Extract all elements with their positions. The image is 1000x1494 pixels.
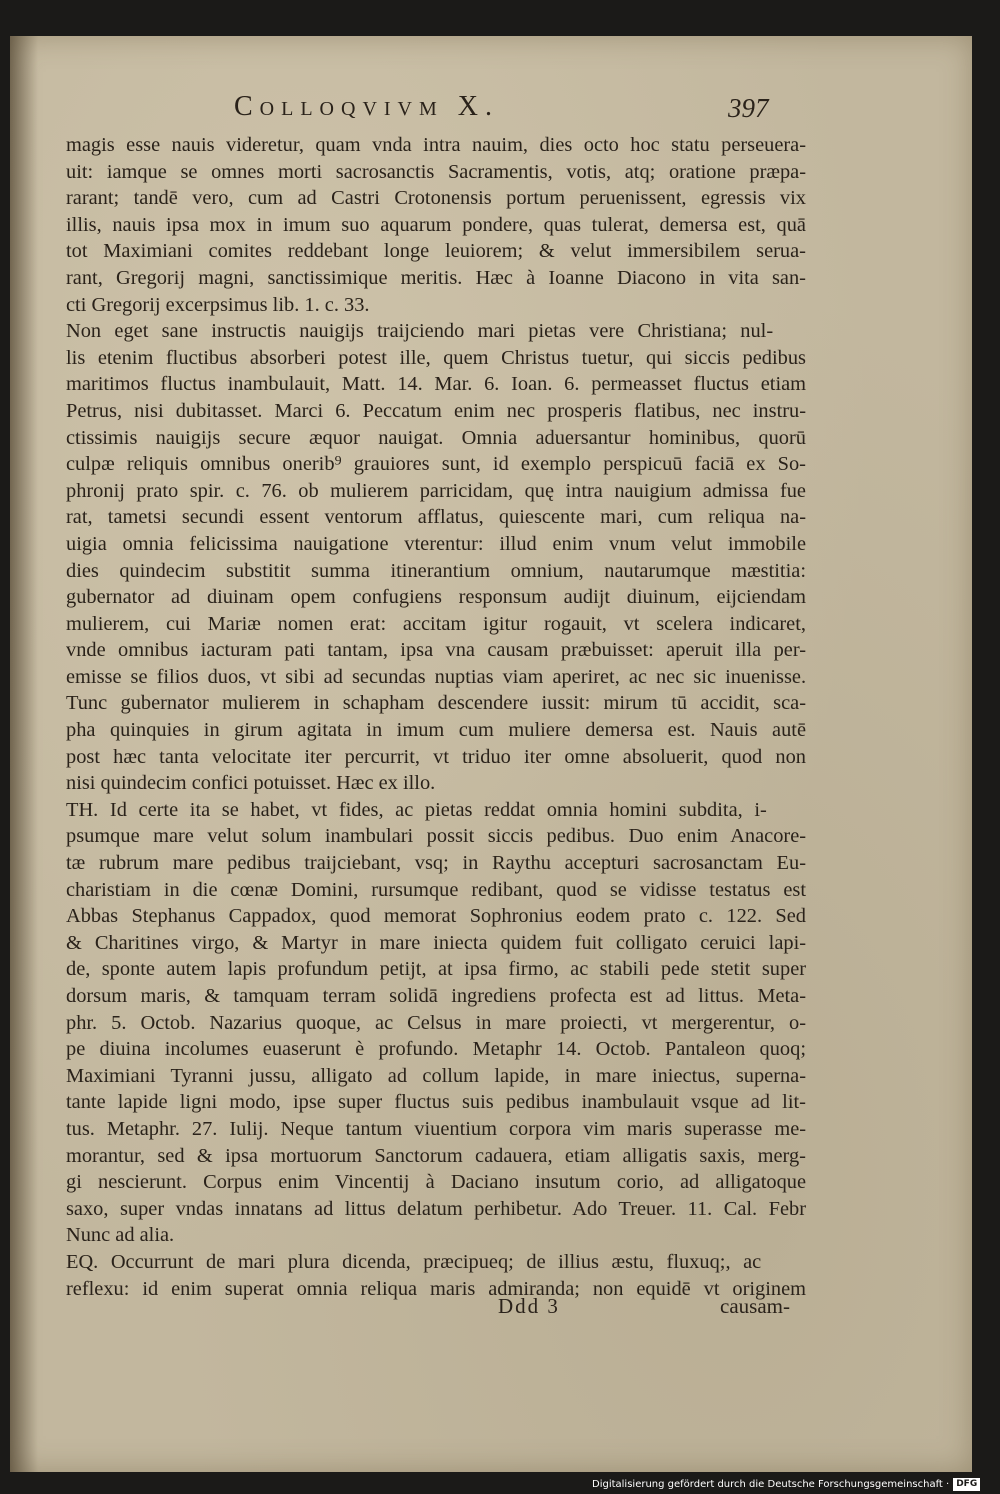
signature-mark: Ddd 3 <box>498 1294 560 1318</box>
text-line: mulierem, cui Mariæ nomen erat: accitam igitur rogauit, vt scelera indicaret, <box>66 612 806 635</box>
catchword: causam- <box>720 1294 790 1318</box>
text-line: dies quindecim substitit summa itinerantium omnium, nautarumque mæstitia: <box>66 559 806 582</box>
dfg-logo: DFG <box>953 1478 980 1491</box>
text-line: Abbas Stephanus Cappadox, quod memorat Sophronius eodem prato c. 122. Sed <box>66 905 806 928</box>
text-line: cti Gregorij excerpsimus lib. 1. c. 33. <box>66 293 370 316</box>
text-line: reflexu: id enim superat omnia reliqua maris admiranda; non equidē vt originem <box>66 1277 806 1300</box>
body-text <box>66 132 806 1300</box>
text-line: tante lapide ligni modo, ipse super fluctus suis pedibus inambulauit vsque ad lit- <box>66 1091 806 1114</box>
text-line: Maximiani Tyranni jussu, alligato ad collum lapide, in mare iniectus, superna- <box>66 1064 806 1087</box>
text-line: gubernator ad diuinam opem confugiens responsum audijt diuinum, eijciendam <box>66 586 806 609</box>
text-line: ctissimis nauigijs secure æquor nauigat. Omnia aduersantur hominibus, quorū <box>66 426 806 449</box>
text-line: psumque mare velut solum inambulari possit siccis pedibus. Duo enim Anacore- <box>66 825 806 848</box>
text-line: phronij prato spir. c. 76. ob mulierem parricidam, quę intra nauigium admissa fue <box>66 479 806 502</box>
digitization-credit <box>592 1476 980 1492</box>
text-line: Non eget sane instructis nauigijs traijciendo mari pietas vere Christiana; nul- <box>66 320 774 343</box>
text-line: magis esse nauis videretur, quam vnda intra nauim, dies octo hoc statu perseuera- <box>66 134 806 156</box>
text-line: Tunc gubernator mulierem in schapham descendere iussit: mirum tū accidit, sca- <box>66 692 806 715</box>
digitization-credit-text: Digitalisierung gefördert durch die Deutsche Forschungsgemeinschaft · <box>592 1478 950 1490</box>
text-line: gi nescierunt. Corpus enim Vincentij à Daciano insutum corio, ad alligatoque <box>66 1171 806 1194</box>
text-line: maritimos fluctus inambulauit, Matt. 14. Mar. 6. Ioan. 6. permeasset fluctus etiam <box>66 373 806 396</box>
text-line: tæ rubrum mare pedibus traijciebant, vsq; in Raythu accepturi sacrosanctam Eu- <box>66 852 806 875</box>
text-line: morantur, sed & ipsa mortuorum Sanctorum cadauera, etiam alligatis saxis, merg- <box>66 1144 806 1167</box>
text-line: emisse se filios duos, vt sibi ad secundas nuptias viam aperiret, ac nec sic inuenisse. <box>66 665 806 688</box>
text-line: rarant; tandē vero, cum ad Castri Crotonensis portum peruenissent, egressis vix <box>66 187 806 210</box>
text-line: Nunc ad alia. <box>66 1224 175 1247</box>
text-line: nisi quindecim confici potuisset. Hæc ex illo. <box>66 772 436 795</box>
text-line: dorsum maris, & tamquam terram solidā ingrediens profecta est ad littus. Meta- <box>66 985 806 1007</box>
text-line: pha quinquies in girum agitata in imum cum muliere demersa est. Nauis autē <box>66 719 806 742</box>
text-line: & Charitines virgo, & Martyr in mare iniecta quidem fuit colligato ceruici lapi- <box>66 931 806 954</box>
text-line: lis etenim fluctibus absorberi potest ille, quem Christus tuetur, qui siccis pedibus <box>66 346 806 369</box>
text-line: EQ. Occurrunt de mari plura dicenda, præcipueq; de illius æstu, fluxuq;, ac <box>66 1250 762 1273</box>
text-line: post hæc tanta velocitate iter percurrit, vt triduo iter omne absoluerit, quod non <box>66 745 806 768</box>
text-line: saxo, super vndas innatans ad littus delatum perhibetur. Ado Treuer. 11. Cal. Febr <box>66 1197 806 1220</box>
text-line: tus. Metaphr. 27. Iulij. Neque tantum viuentium corpora vim maris superasse me- <box>66 1117 806 1140</box>
book-page <box>10 36 972 1472</box>
running-title: Colloqvivm X. <box>234 91 499 122</box>
text-line: uit: iamque se omnes morti sacrosanctis Sacramentis, votis, atq; oratione præpa- <box>66 160 806 183</box>
running-head <box>10 91 972 131</box>
page-number: 397 <box>728 93 769 123</box>
text-line: rant, Gregorij magni, sanctissimique meritis. Hæc à Ioanne Diacono in vita san- <box>66 266 806 289</box>
text-line: tot Maximiani comites reddebant longe leuiorem; & velut immersibilem serua- <box>66 240 806 263</box>
text-line: TH. Id certe ita se habet, vt fides, ac pietas reddat omnia homini subdita, i- <box>66 798 767 821</box>
text-line: rat, tametsi secundi essent ventorum afflatus, quiescente mari, cum reliqua na- <box>66 506 806 529</box>
text-line: illis, nauis ipsa mox in imum suo aquarum pondere, quas tulerat, demersa est, quā <box>66 213 806 236</box>
text-line: vnde omnibus iacturam pati tantam, ipsa vna causam præbuisset: aperuit illa per- <box>66 639 806 662</box>
text-line: de, sponte autem lapis profundum petijt, at ipsa firmo, ac stabili pede stetit super <box>66 958 806 981</box>
text-line: culpæ reliquis omnibus onerib⁹ grauiores sunt, id exemplo perspicuū faciā ex So- <box>66 453 806 476</box>
text-line: phr. 5. Octob. Nazarius quoque, ac Celsus in mare proiecti, vt mergerentur, o- <box>66 1011 806 1034</box>
page-footer-line <box>10 1294 972 1324</box>
text-line: Petrus, nisi dubitasset. Marci 6. Peccatum enim nec prosperis flatibus, nec instru- <box>66 399 806 422</box>
text-line: uigia omnia felicissima nauigatione vterentur: illud enim vnum velut immobile <box>66 532 806 555</box>
text-line: pe diuina incolumes euaserunt è profundo. Metaphr 14. Octob. Pantaleon quoq; <box>66 1038 806 1061</box>
text-line: charistiam in die cœnæ Domini, rursumque redibant, quod se vidisse testatus est <box>66 878 806 901</box>
